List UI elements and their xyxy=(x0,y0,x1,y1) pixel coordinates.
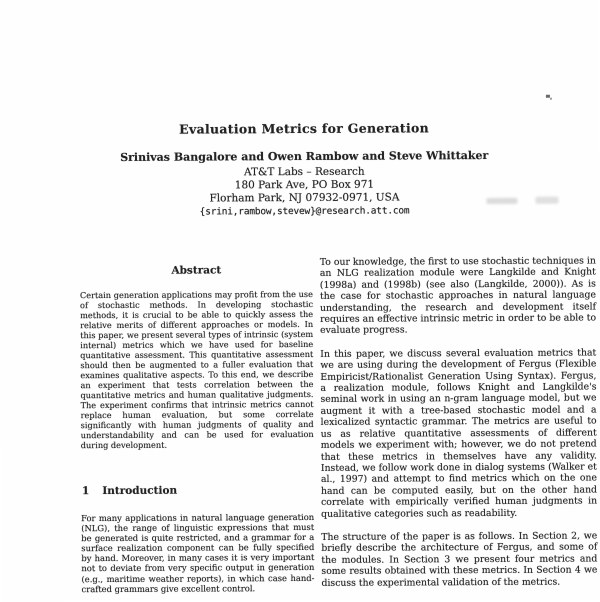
abstract-heading: Abstract xyxy=(171,264,222,277)
scan-artifact-speck xyxy=(550,98,552,100)
introduction-paragraph: For many applications in natural language generation (NLG), the range of linguistic expressions that must be generated is quite restricted, and a grammar for a surface realization component can be fully specified by hand. Moreover, in many cases it is very important not to deviate from very specific output in generation (e.g., maritime weather reports), in which case hand-crafted grammars give excellent control. xyxy=(81,511,315,594)
section-1-title: Introduction xyxy=(102,484,178,498)
affiliation-line-3: Florham Park, NJ 07932-0971, USA xyxy=(209,191,400,205)
scan-artifact-smudge xyxy=(486,198,517,204)
abstract-section xyxy=(80,264,314,450)
affiliation-line-1: AT&T Labs – Research xyxy=(243,165,365,179)
paragraph-stochastic-techniques: To our knowledge, the first to use stochastic techniques in an NLG realization module were Langkilde and Knight (1998a) and (1998b) (see also (Langkilde, 2000)). As is the case for stochastic approaches in natural language understanding, the research and development itself requires an effective intrinsic metric in order to be able to evaluate progress. xyxy=(319,255,597,337)
email-line: {srini,rambow,stevew}@research.att.com xyxy=(199,205,410,218)
affiliation-line-2: 180 Park Ave, PO Box 971 xyxy=(234,178,375,192)
section-1-heading xyxy=(82,484,315,497)
abstract-text: Certain generation applications may profit from the use of stochastic methods. In developing stochastic methods, it is crucial to be able to quickly assess the relative merits of different approaches or models. In this paper, we present several types of intrinsic (system internal) metrics which we have used for baseline quantitative assessment. This quantitative assessment should then be augmented to a fuller evaluation that examines qualitative aspects. To this end, we describe an experiment that tests correlation between the quantitative metrics and human qualitative judgments. The experiment confirms that intrinsic metrics cannot replace human evaluation, but some correlate significantly with human judgments of quality and understandability and can be used for evaluation during development. xyxy=(79,288,314,451)
paper-authors: Srinivas Bangalore and Owen Rambow and Steve Whittaker xyxy=(120,149,489,164)
scan-artifact-smudge xyxy=(535,197,558,204)
right-column xyxy=(320,255,598,600)
section-1-number: 1 xyxy=(81,485,90,498)
paper-title: Evaluation Metrics for Generation xyxy=(179,120,430,137)
paragraph-paper-structure: The structure of the paper is as follows. In Section 2, we briefly describe the architecture of Fergus, and some of the modules. In Section 3 we present four metrics and some results obtained with these metrics. In Section 4 we discuss the experimental validation of the metrics. xyxy=(321,530,598,589)
paragraph-fergus-metrics: In this paper, we discuss several evaluation metrics that we are using during the development of Fergus (Flexible Empiricist/Rationalist Generation Using Syntax). Fergus, a realization module, follows Knight and Langkilde's seminal work in using an n-gram language model, but we augment it with a tree-based stochastic model and a lexicalized syntactic grammar. The metrics are useful to us as relative quantitative assessments of different models we experiment with; however, we do not pretend that these metrics in themselves have any validity. Instead, we follow work done in dialog systems (Walker et al., 1997) and attempt to find metrics which on the one hand can be computed easily, but on the other hand correlate with empirically verified human judgments in qualitative categories such as readability. xyxy=(320,347,598,520)
